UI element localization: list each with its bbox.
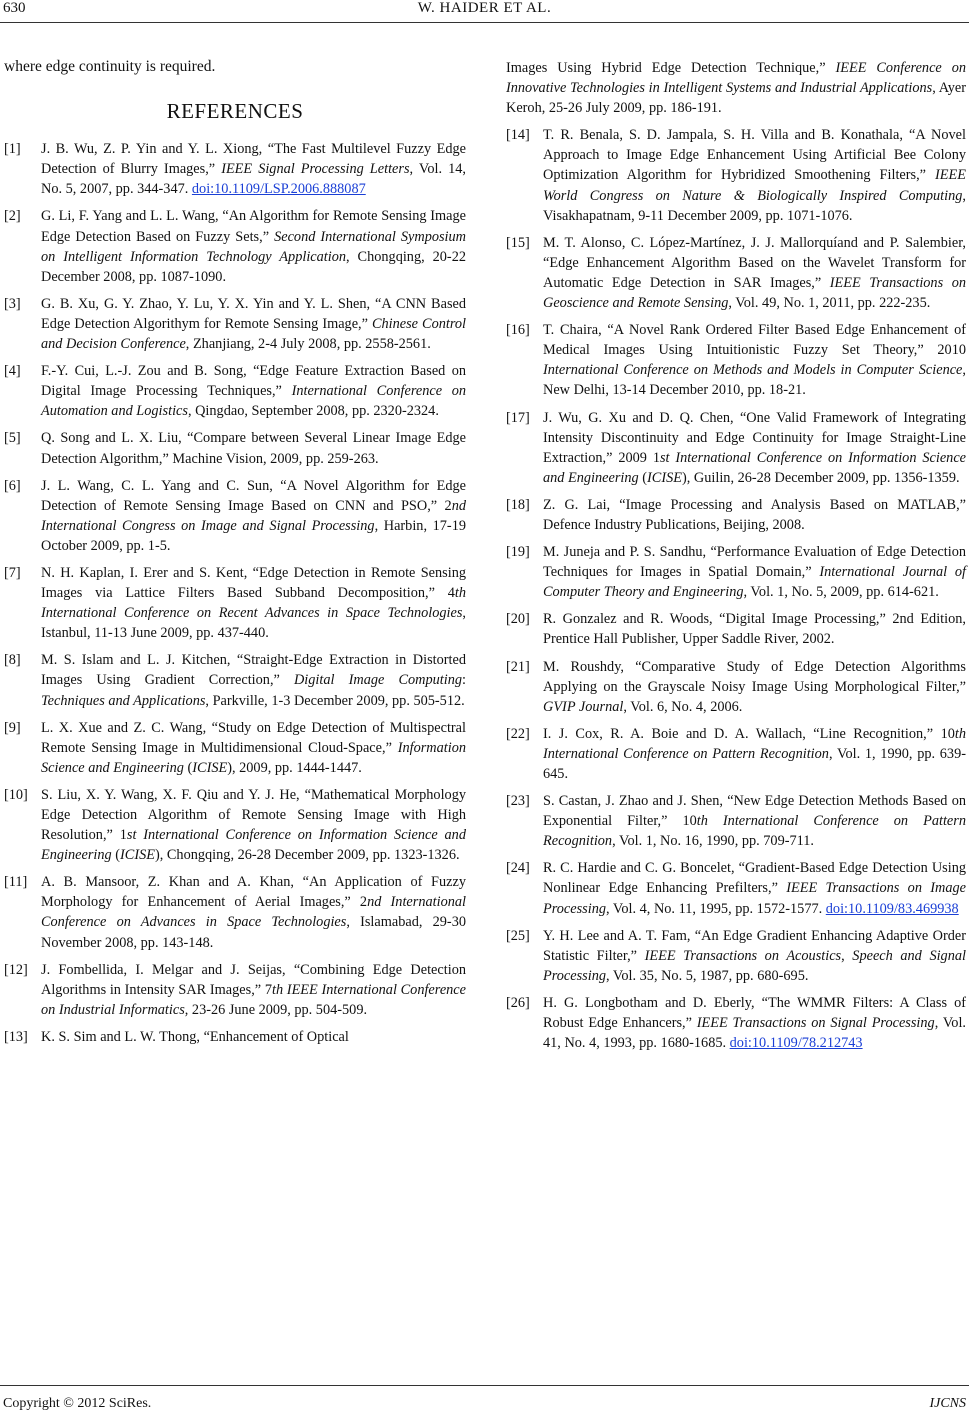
reference-text	[41, 962, 466, 1018]
reference-item	[4, 476, 466, 556]
text-segment: R. C. Hardie and C. G. Boncelet, “Gradient-Based Edge Detection Using Nonlinear Edge Enhancing Prefilters,”	[543, 860, 966, 897]
text-segment: ), Guilin, 26-28 December 2009, pp. 1356-1359.	[682, 469, 960, 486]
left-column	[4, 57, 466, 1054]
reference-number: [7]	[4, 564, 21, 581]
reference-text	[41, 787, 466, 863]
italic-text: Second International Symposium on Intelligent Information Technology Application	[41, 228, 467, 265]
reference-text	[543, 928, 966, 984]
reference-list-right	[506, 125, 966, 1053]
reference-text	[543, 127, 966, 223]
reference-text	[41, 652, 466, 708]
reference-text	[543, 322, 966, 398]
italic-text: th International Conference on Pattern Recognition	[543, 725, 966, 762]
italic-text: nd International Conference on Advances in Space Technologies	[41, 894, 466, 931]
journal-name: IJCNS	[929, 1396, 966, 1411]
header-rule	[0, 22, 969, 23]
reference-item	[4, 1027, 466, 1047]
copyright-notice: Copyright © 2012 SciRes.	[3, 1396, 152, 1411]
text-segment: , Istanbul, 11-13 June 2009, pp. 437-440.	[41, 605, 466, 642]
italic-text: IEEE Transactions on Image Processing	[543, 880, 966, 917]
reference-text	[543, 611, 966, 647]
text-segment: Q. Song and L. X. Liu, “Compare between Several Linear Image Edge Detection Algorithm,” Machine Vision, 2009, pp. 259-263.	[41, 430, 466, 467]
text-segment: S. Castan, J. Zhao and J. Shen, “New Edge Detection Methods Based on Exponential Filter,” 10	[543, 793, 966, 830]
text-segment: G. Li, F. Yang and L. L. Wang, “An Algorithm for Remote Sensing Image Edge Detection Based on Fuzzy Sets,”	[41, 208, 466, 245]
text-segment: ), Chongqing, 26-28 December 2009, pp. 1323-1326.	[154, 847, 460, 864]
reference-item	[4, 785, 466, 865]
italic-text: th International Conference on Pattern Recognition	[543, 813, 966, 850]
reference-item	[506, 926, 966, 986]
italic-text: International Conference on Automation and Logistics	[41, 383, 466, 420]
reference-item	[4, 206, 466, 286]
text-segment: M. T. Alonso, C. López-Martínez, J. J. Mallorquíand and P. Salembier, “Edge Enhancement Algorithm Based on the Wavelet Transform for Automatic Edge Detection in SAR Images,”	[543, 234, 966, 291]
reference-number: [2]	[4, 208, 21, 225]
italic-text: ICISE	[192, 759, 228, 776]
reference-item	[506, 125, 966, 225]
reference-number: [25]	[506, 927, 530, 944]
text-segment: , Chongqing, 20-22 December 2008, pp. 1087-1090.	[41, 248, 466, 285]
text-segment: , Harbin, 17-19 October 2009, pp. 1-5.	[41, 517, 466, 554]
text-segment: , Ayer Keroh, 25-26 July 2009, pp. 186-191.	[506, 80, 966, 117]
reference-text	[41, 296, 466, 352]
italic-text: International Journal of Computer Theory and Engineering	[543, 564, 966, 601]
italic-text: Techniques and Applications	[41, 692, 206, 709]
text-segment: N. H. Kaplan, I. Erer and S. Kent, “Edge Detection in Remote Sensing Images via Lattice Filters Based Subband Decomposition,” 4	[41, 564, 466, 602]
doi-link[interactable]: doi:10.1109/83.469938	[825, 900, 959, 917]
reference-number: [24]	[506, 860, 530, 877]
reference-number: [26]	[506, 994, 530, 1011]
reference-number: [21]	[506, 658, 530, 675]
text-segment: , Visakhapatnam, 9-11 December 2009, pp. 1071-1076.	[543, 187, 966, 224]
text-segment: Z. G. Lai, “Image Processing and Analysis Based on MATLAB,” Defence Industry Publications, Beijing, 2008.	[543, 496, 966, 533]
reference-number: [20]	[506, 611, 530, 628]
text-segment: F.-Y. Cui, L.-J. Zou and B. Song, “Edge Feature Extraction Based on Digital Image Processing Techniques,”	[41, 363, 466, 400]
reference-text	[41, 363, 466, 419]
text-segment: , Vol. 6, No. 4, 2006.	[623, 698, 743, 715]
text-segment: , 23-26 June 2009, pp. 504-509.	[184, 1001, 368, 1018]
page-number: 630	[3, 0, 26, 16]
reference-item	[506, 791, 966, 851]
text-segment: , Vol. 35, No. 5, 1987, pp. 680-695.	[606, 967, 809, 984]
text-segment: ,	[841, 947, 853, 964]
text-segment: , Islamabad, 29-30 November 2008, pp. 143-148.	[41, 914, 466, 951]
reference-text	[543, 544, 966, 600]
reference-item	[4, 361, 466, 421]
italic-text: ICISE	[120, 847, 155, 864]
italic-text: IEEE Transactions on Acoustics	[644, 947, 842, 964]
reference-item	[506, 858, 966, 918]
text-segment: ), 2009, pp. 1444-1447.	[227, 759, 362, 776]
intro-text: where edge continuity is required.	[4, 58, 216, 75]
italic-text: Speech and Signal Processing	[543, 947, 966, 984]
text-segment: L. X. Xue and Z. C. Wang, “Study on Edge Detection of Multispectral Remote Sensing Image in Multidimensional Cloud-Space,”	[41, 719, 466, 756]
italic-text: IEEE World Congress on Nature & Biologically Inspired Computing	[543, 167, 966, 204]
text-segment: (	[183, 759, 193, 776]
reference-item	[506, 724, 966, 784]
text-segment: R. Gonzalez and R. Woods, “Digital Image Processing,” 2nd Edition, Prentice Hall Publisher, Upper Saddle River, 2002.	[543, 611, 966, 648]
reference-text	[41, 1029, 349, 1045]
italic-text: st International Conference on Information Science and Engineering	[543, 449, 967, 486]
reference-item	[4, 428, 466, 468]
text-segment: (	[111, 847, 121, 864]
text-segment: J. L. Wang, C. L. Yang and C. Sun, “A Novel Algorithm for Edge Detection of Remote Sensing Image Based on CNN and PSO,” 2	[41, 477, 466, 514]
italic-text: Digital Image Computing	[293, 672, 463, 689]
reference-item	[4, 650, 466, 710]
text-segment: :	[462, 672, 466, 689]
text-segment: , New Delhi, 13-14 December 2010, pp. 18-21.	[543, 362, 966, 399]
reference-text	[543, 497, 966, 533]
reference-text	[41, 720, 466, 776]
text-segment: I. J. Cox, R. A. Boie and D. A. Wallach, “Line Recognition,” 10	[543, 725, 955, 742]
reference-number: [19]	[506, 544, 530, 561]
reference-number: [11]	[4, 874, 28, 891]
text-segment: T. Chaira, “A Novel Rank Ordered Filter Based Edge Enhancement of Medical Images Using Intuitionistic Fuzzy Set Theory,” 2010	[543, 322, 966, 359]
italic-text: Information Science and Engineering	[41, 739, 466, 776]
reference-number: [23]	[506, 793, 530, 810]
reference-number: [10]	[4, 786, 28, 803]
reference-13-continuation	[506, 58, 966, 118]
reference-number: [22]	[506, 725, 530, 742]
text-segment: , Vol. 14, No. 5, 2007, pp. 344-347.	[41, 161, 466, 198]
text-segment: H. G. Longbotham and D. Eberly, “The WMMR Filters: A Class of Robust Edge Enhancers,”	[543, 994, 966, 1032]
reference-item	[4, 563, 466, 643]
italic-text: International Conference on Methods and Models in Computer Science	[543, 362, 963, 379]
reference-text	[543, 860, 966, 916]
text-segment: Y. H. Lee and A. T. Fam, “An Edge Gradient Enhancing Adaptive Order Statistic Filter,”	[543, 927, 966, 964]
text-segment: G. B. Xu, G. Y. Zhao, Y. Lu, Y. X. Yin and Y. L. Shen, “A CNN Based Edge Detection Algorithym for Remote Sensing Image,”	[41, 295, 466, 332]
text-segment: , Vol. 1, No. 5, 2009, pp. 614-621.	[743, 584, 939, 601]
reference-text	[543, 659, 966, 715]
reference-number: [12]	[4, 961, 28, 978]
reference-text	[41, 141, 466, 197]
reference-text	[543, 235, 966, 311]
italic-text: th IEEE International Conference on Industrial Informatics	[41, 981, 466, 1018]
reference-item	[506, 495, 966, 535]
reference-item	[4, 960, 466, 1020]
reference-number: [1]	[4, 141, 21, 158]
text-segment: , Vol. 49, No. 1, 2011, pp. 222-235.	[728, 295, 931, 312]
reference-text	[543, 995, 966, 1051]
reference-text	[543, 410, 966, 486]
doi-link[interactable]: doi:10.1109/78.212743	[729, 1035, 863, 1052]
text-segment: (	[638, 469, 648, 486]
reference-number: [13]	[4, 1028, 28, 1045]
right-column	[506, 58, 966, 1060]
reference-item	[506, 233, 966, 313]
reference-item	[506, 657, 966, 717]
reference-number: [18]	[506, 496, 530, 513]
reference-item	[506, 408, 966, 488]
reference-number: [9]	[4, 719, 21, 736]
italic-text: IEEE Conference on Innovative Technologies in Intelligent Systems and Industrial Applications	[506, 60, 966, 97]
reference-item	[4, 139, 466, 199]
text-segment: T. R. Benala, S. D. Jampala, S. H. Villa and B. Konathala, “A Novel Approach to Image Edge Enhancement Using Artificial Bee Colony Optimization Algorithm for Hybridized Smoothening Filters,”	[543, 127, 966, 184]
reference-text	[41, 208, 466, 284]
reference-item	[506, 542, 966, 602]
reference-number: [14]	[506, 127, 530, 144]
italic-text: IEEE Transactions on Geoscience and Remote Sensing	[543, 274, 966, 312]
italic-text: Chinese Control and Decision Conference	[41, 315, 466, 353]
reference-number: [16]	[506, 322, 530, 339]
reference-number: [3]	[4, 295, 21, 312]
text-segment: , Vol. 4, No. 11, 1995, pp. 1572-1577.	[606, 900, 826, 917]
text-segment: J. Fombellida, I. Melgar and J. Seijas, “Combining Edge Detection Algorithms in Intensity SAR Images,” 7	[41, 961, 466, 998]
text-segment: M. S. Islam and L. J. Kitchen, “Straight-Edge Extraction in Distorted Images Using Gradient Correction,”	[41, 652, 466, 689]
italic-text: th International Conference on Recent Advances in Space Technologies	[41, 585, 466, 622]
italic-text: st International Conference on Information Science and Engineering	[41, 827, 466, 864]
text-segment: M. Roushdy, “Comparative Study of Edge Detection Algorithms Applying on the Grayscale Noisy Image Using Morphological Filter,”	[543, 658, 966, 695]
reference-text	[41, 874, 466, 950]
reference-item	[506, 320, 966, 400]
reference-item	[4, 294, 466, 354]
reference-text	[543, 726, 966, 782]
reference-text	[41, 430, 466, 466]
reference-text	[41, 565, 466, 641]
text-segment: J. B. Wu, Z. P. Yin and Y. L. Xiong, “The Fast Multilevel Fuzzy Edge Detection of Blurry Images,”	[41, 141, 466, 178]
text-segment: , Vol. 41, No. 4, 1993, pp. 1680-1685.	[543, 1015, 967, 1052]
text-segment: M. Juneja and P. S. Sandhu, “Performance Evaluation of Edge Detection Techniques for Images in Spatial Domain,”	[543, 544, 966, 581]
text-segment: , Vol. 1, 1990, pp. 639-645.	[543, 745, 966, 782]
reference-list-left	[4, 139, 466, 1047]
text-segment: , Parkville, 1-3 December 2009, pp. 505-512.	[205, 692, 465, 709]
reference-item	[506, 609, 966, 649]
italic-text: IEEE Signal Processing Letters	[221, 161, 410, 178]
text-segment: Images Using Hybrid Edge Detection Technique,”	[506, 60, 836, 76]
reference-number: [15]	[506, 234, 530, 251]
text-segment: K. S. Sim and L. W. Thong, “Enhancement of Optical	[41, 1028, 349, 1045]
running-head-authors: W. HAIDER ET AL.	[417, 0, 552, 16]
reference-number: [17]	[506, 409, 530, 426]
italic-text: GVIP Journal	[543, 698, 624, 715]
text-segment: , Qingdao, September 2008, pp. 2320-2324.	[187, 403, 439, 420]
reference-text	[41, 478, 466, 554]
text-segment: , Vol. 1, No. 16, 1990, pp. 709-711.	[612, 833, 814, 850]
italic-text: IEEE Transactions on Signal Processing	[696, 1015, 935, 1032]
text-segment: A. B. Mansoor, Z. Khan and A. Khan, “An Application of Fuzzy Morphology for Enhancement of Aerial Images,” 2	[41, 874, 466, 911]
reference-text	[543, 793, 966, 849]
reference-number: [8]	[4, 652, 21, 669]
reference-number: [5]	[4, 430, 21, 447]
reference-item	[506, 993, 966, 1053]
text-segment: J. Wu, G. Xu and D. Q. Chen, “One Valid Framework of Integrating Intensity Discontinuity and Edge Continuity for Image Straight-Line Extraction,” 2009 1	[543, 409, 966, 466]
reference-item	[4, 718, 466, 778]
italic-text: nd International Congress on Image and Signal Processing	[41, 497, 466, 534]
reference-number: [4]	[4, 363, 21, 380]
text-segment: S. Liu, X. Y. Wang, X. F. Qiu and Y. J. He, “Mathematical Morphology Edge Detection Algorithm of Remote Sensing Image with High Resolution,” 1	[41, 786, 466, 844]
text-segment: , Zhanjiang, 2-4 July 2008, pp. 2558-2561.	[185, 336, 431, 353]
italic-text: ICISE	[647, 469, 682, 486]
footer-rule	[0, 1385, 969, 1386]
references-heading: REFERENCES	[166, 99, 304, 124]
doi-link[interactable]: doi:10.1109/LSP.2006.888087	[191, 181, 366, 198]
reference-item	[4, 872, 466, 952]
reference-number: [6]	[4, 477, 21, 494]
